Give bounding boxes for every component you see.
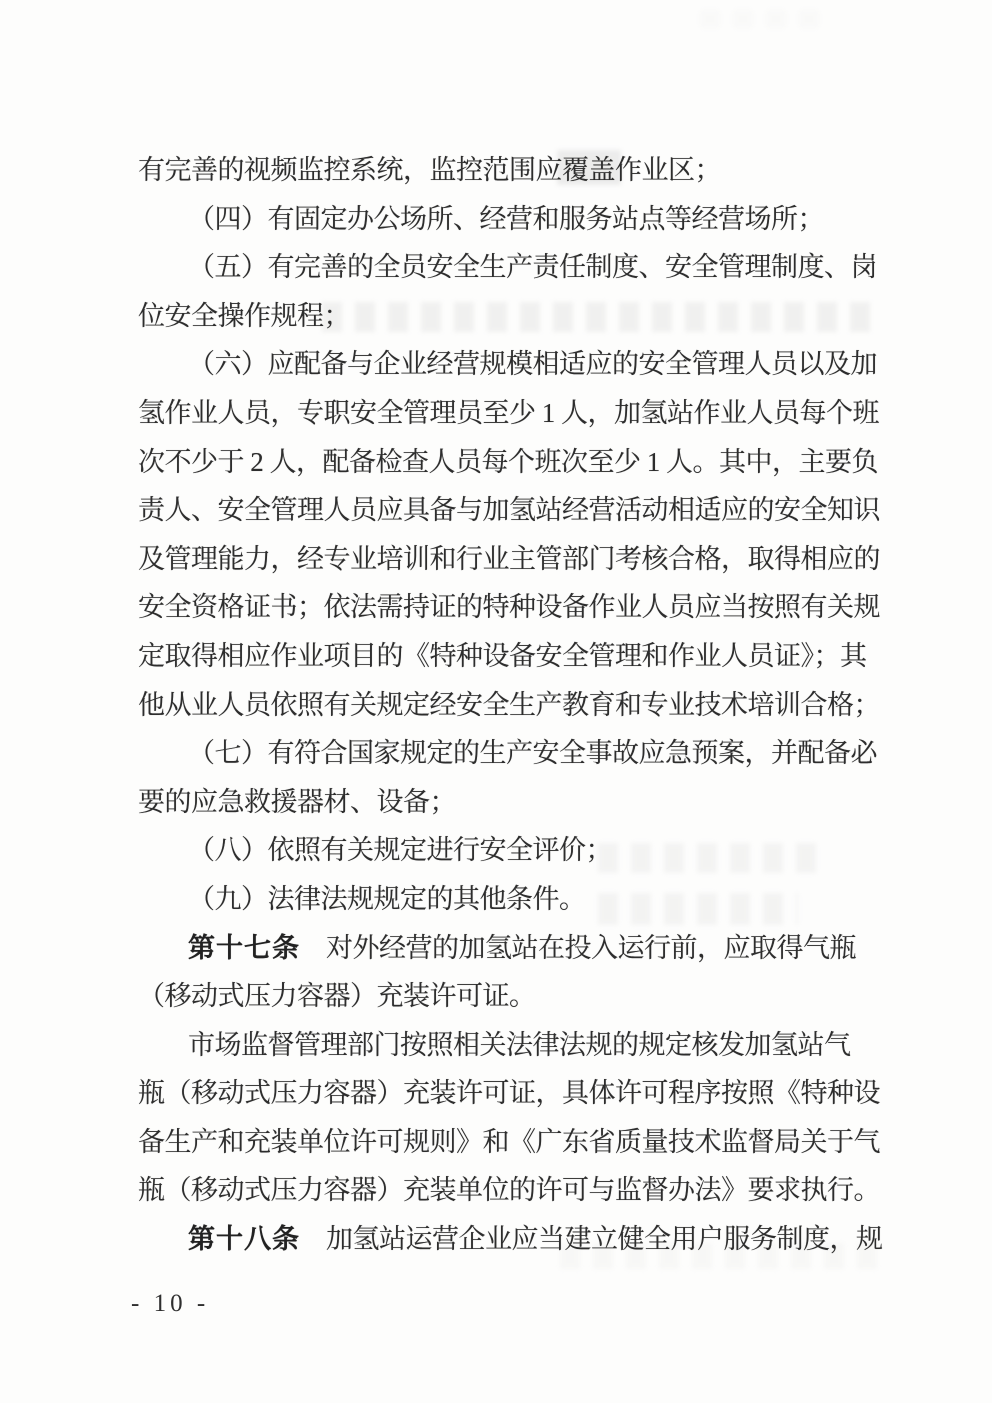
text-line: 及管理能力，经专业培训和行业主管部门考核合格，取得相应的 xyxy=(138,543,880,574)
text-line: （四）有固定办公场所、经营和服务站点等经营场所； xyxy=(188,203,824,234)
text-line: （八）依照有关规定进行安全评价； xyxy=(188,835,612,866)
text-line: 他从业人员依照有关规定经安全生产教育和专业技术培训合格； xyxy=(138,689,880,720)
article-number: 第十七条 xyxy=(188,932,300,963)
text-line: 瓶（移动式压力容器）充装许可证，具体许可程序按照《特种设 xyxy=(138,1078,880,1109)
text-line: 市场监督管理部门按照相关法律法规的规定核发加氢站气 xyxy=(188,1029,851,1060)
text-line: 瓶（移动式压力容器）充装单位的许可与监督办法》要求执行。 xyxy=(138,1175,880,1206)
text-line: （九）法律法规规定的其他条件。 xyxy=(188,883,586,914)
text-line: 安全资格证书；依法需持证的特种设备作业人员应当按照有关规 xyxy=(138,592,880,623)
text-line: 责人、安全管理人员应具备与加氢站经营活动相适应的安全知识 xyxy=(138,495,880,526)
text-line: 有完善的视频监控系统，监控范围应覆盖作业区； xyxy=(138,155,721,185)
text-line: （移动式压力容器）充装许可证。 xyxy=(138,981,536,1012)
text-line: （五）有完善的全员安全生产责任制度、安全管理制度、岗 xyxy=(188,252,877,283)
text-line: 要的应急救援器材、设备； xyxy=(138,786,456,817)
scan-ghost-text xyxy=(700,10,820,28)
text-line: （七）有符合国家规定的生产安全事故应急预案，并配备必 xyxy=(188,738,877,769)
text-line-article-17 xyxy=(138,924,898,973)
text-line-article-18 xyxy=(138,1215,898,1264)
page-number: - 10 - xyxy=(131,1290,210,1317)
text-line: 氢作业人员，专职安全管理员至少 1 人，加氢站作业人员每个班 xyxy=(138,397,879,428)
article-text: 加氢站运营企业应当建立健全用户服务制度，规 xyxy=(326,1224,883,1255)
text-line: 位安全操作规程； xyxy=(138,300,350,331)
article-text: 对外经营的加氢站在投入运行前，应取得气瓶 xyxy=(326,932,856,963)
text-line: （六）应配备与企业经营规模相适应的安全管理人员以及加 xyxy=(188,349,877,380)
article-number: 第十八条 xyxy=(188,1224,300,1255)
text-line: 备生产和充装单位许可规则》和《广东省质量技术监督局关于气 xyxy=(138,1126,880,1157)
text-line: 次不少于 2 人，配备检查人员每个班次至少 1 人。其中，主要负 xyxy=(138,446,878,477)
document-text-block xyxy=(138,146,898,1264)
text-line: 定取得相应作业项目的《特种设备安全管理和作业人员证》；其 xyxy=(138,640,867,671)
